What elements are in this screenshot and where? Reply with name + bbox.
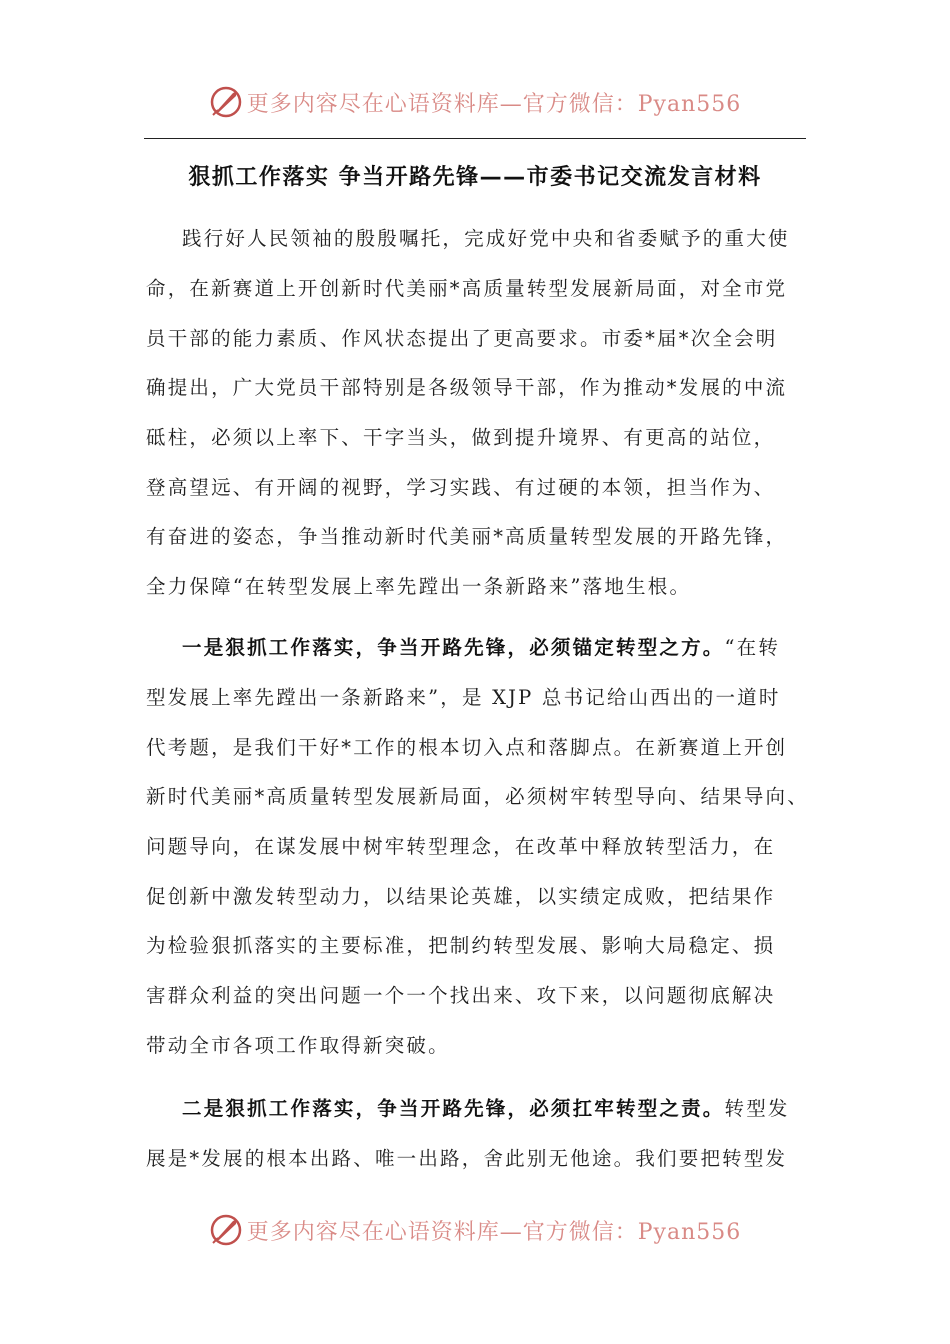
text-line: 登高望远、有开阔的视野，学习实践、有过硬的本领，担当作为、: [146, 476, 776, 499]
header-banner-text: 更多内容尽在心语资料库—官方微信：Pyan556: [246, 91, 742, 117]
footer-banner-text: 更多内容尽在心语资料库—官方微信：Pyan556: [246, 1219, 742, 1245]
point-one-lead: “在转: [724, 636, 781, 659]
text-line: 有奋进的姿态，争当推动新时代美丽*高质量转型发展的开路先锋，: [146, 525, 788, 548]
text-line: 问题导向，在谋发展中树牢转型理念，在改革中释放转型活力，在: [146, 835, 776, 858]
text-line: 全力保障“在转型发展上率先蹚出一条新路来”落地生根。: [146, 575, 692, 598]
point-one-heading: 一是狠抓工作落实，争当开路先锋，必须锚定转型之方。: [182, 636, 725, 659]
text-line: 砥柱，必须以上率下、干字当头，做到提升境界、有更高的站位，: [146, 426, 776, 449]
point-two-heading: 二是狠抓工作落实，争当开路先锋，必须扛牢转型之责。: [182, 1097, 725, 1120]
quill-logo-icon: [209, 85, 243, 119]
text-line: [182, 1096, 790, 1122]
document-title: 狠抓工作落实 争当开路先锋——市委书记交流发言材料: [188, 165, 762, 190]
text-line: 带动全市各项工作取得新突破。: [146, 1034, 450, 1057]
text-line: 代考题，是我们干好*工作的根本切入点和落脚点。在新赛道上开创: [146, 736, 788, 759]
point-two-lead: 转型发: [724, 1097, 790, 1120]
text-line: 命，在新赛道上开创新时代美丽*高质量转型发展新局面，对全市党: [146, 277, 788, 300]
footer-banner: [0, 1210, 950, 1250]
text-line: 展是*发展的根本出路、唯一出路，舍此别无他途。我们要把转型发: [146, 1147, 788, 1170]
text-line: 为检验狠抓落实的主要标准，把制约转型发展、影响大局稳定、损: [146, 934, 776, 957]
header-divider: [144, 138, 806, 139]
text-line: 践行好人民领袖的殷殷嘱托，完成好党中央和省委赋予的重大使: [182, 227, 790, 250]
header-banner: [0, 82, 950, 122]
text-line: 害群众利益的突出问题一个一个找出来、攻下来，以问题彻底解决: [146, 984, 776, 1007]
text-line: 新时代美丽*高质量转型发展新局面，必须树牢转型导向、结果导向、: [146, 785, 809, 808]
text-line: 确提出，广大党员干部特别是各级领导干部，作为推动*发展的中流: [146, 376, 788, 399]
text-line: 员干部的能力素质、作风状态提出了更高要求。市委*届*次全会明: [146, 327, 778, 350]
text-line: [182, 635, 780, 661]
text-line: 促创新中激发转型动力，以结果论英雄，以实绩定成败，把结果作: [146, 885, 776, 908]
quill-logo-icon: [209, 1213, 243, 1247]
text-line: 型发展上率先蹚出一条新路来”，是 XJP 总书记给山西出的一道时: [146, 686, 781, 709]
